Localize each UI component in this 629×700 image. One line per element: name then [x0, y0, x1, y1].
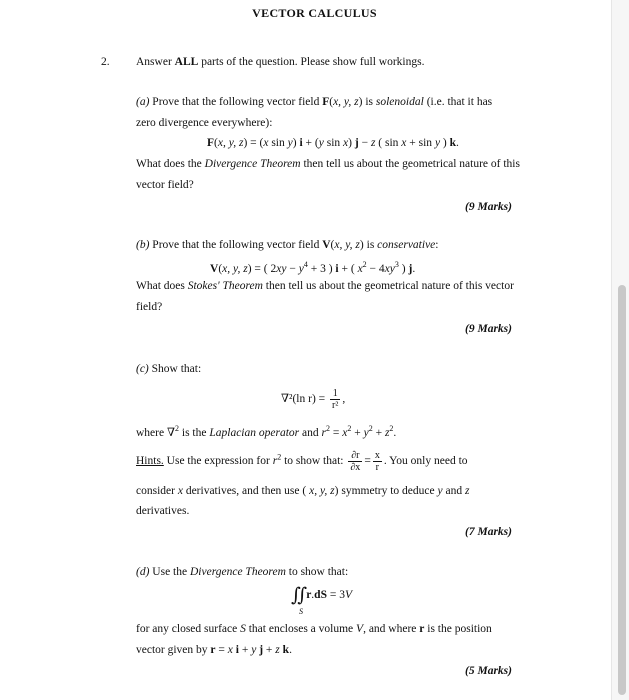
part-d-line-1: for any closed surface S that encloses a volume V, and where r is the position	[136, 623, 492, 635]
part-b-intro: (b) Prove that the following vector field V(x, y, z) is conservative:	[136, 239, 439, 251]
part-b-marks: (9 Marks)	[465, 323, 512, 335]
part-a-equation: F(x, y, z) = (x sin y) i + (y sin x) j − z ( sin x + sin y ) k.	[207, 137, 459, 149]
part-b-question: What does Stokes' Theorem then tell us about the geometrical nature of this vector	[136, 280, 514, 292]
part-d-line-2: vector given by r = x i + y j + z k.	[136, 644, 292, 656]
question-instruction: Answer ALL parts of the question. Please show full workings.	[136, 56, 425, 68]
part-c-derivatives: derivatives.	[136, 505, 190, 517]
part-c-consider: consider x derivatives, and then use ( x, y, z) symmetry to deduce y and z	[136, 485, 470, 497]
fraction-denominator: r²	[332, 400, 339, 411]
partial-numerator: ∂r	[348, 450, 362, 462]
vertical-scrollbar[interactable]	[611, 0, 629, 700]
x-over-r	[373, 450, 382, 473]
part-a-intro: (a) Prove that the following vector field F(x, y, z) is solenoidal (i.e. that it has	[136, 96, 493, 108]
part-b-equation: V(x, y, z) = ( $2xy - y^4 + 3$ ) i + ( $x^2 - 4xy^3$ ) j.	[210, 260, 416, 275]
fraction-numerator: 1	[330, 388, 340, 400]
hints-tail: . You only need to	[383, 455, 468, 468]
partial-r-over-partial-x	[348, 450, 362, 473]
part-a-marks: (9 Marks)	[465, 201, 512, 213]
part-a-question-2: vector field?	[136, 179, 194, 191]
x-over-r-denominator: r	[375, 462, 379, 473]
fraction-one-over-r-squared	[330, 388, 340, 411]
part-d-marks: (5 Marks)	[465, 665, 512, 677]
part-a-intro-2: zero divergence everywhere):	[136, 117, 273, 129]
partial-denominator: ∂x	[350, 462, 361, 473]
part-c-intro: (c) Show that:	[136, 363, 202, 375]
part-d-equation: ∬ r.dS = 3V S	[291, 585, 352, 616]
part-c-equation: ∇²(ln r) = $\frac{1}{\text{r²}}$ ,	[281, 388, 346, 411]
page-title: VECTOR CALCULUS	[252, 6, 377, 20]
question-number: 2.	[101, 56, 110, 68]
integral-surface-subscript: S	[299, 607, 303, 616]
part-a-question: What does the Divergence Theorem then tell us about the geometrical nature of this	[136, 158, 520, 170]
part-b-question-2: field?	[136, 301, 163, 313]
x-over-r-numerator: x	[374, 450, 380, 461]
hints-label: Hints.	[136, 455, 164, 468]
part-c-marks: (7 Marks)	[465, 526, 512, 538]
part-c-hints: Hints. Use the expression for $r^2$ to show that: $\frac{\partial r}{\partial x}$ = $\frac{x}{r}$ . You only need to	[136, 450, 468, 473]
part-c-where: where ∇$^2$ is the Laplacian operator and $r^2 = x^2 + y^2 + z^2$.	[136, 424, 397, 439]
laplacian-ln-r: ∇²(ln r) =	[281, 393, 326, 406]
scrollbar-thumb[interactable]	[618, 285, 626, 695]
part-d-intro: (d) Use the Divergence Theorem to show that:	[136, 566, 349, 578]
double-integral-symbol: ∬	[291, 585, 303, 606]
